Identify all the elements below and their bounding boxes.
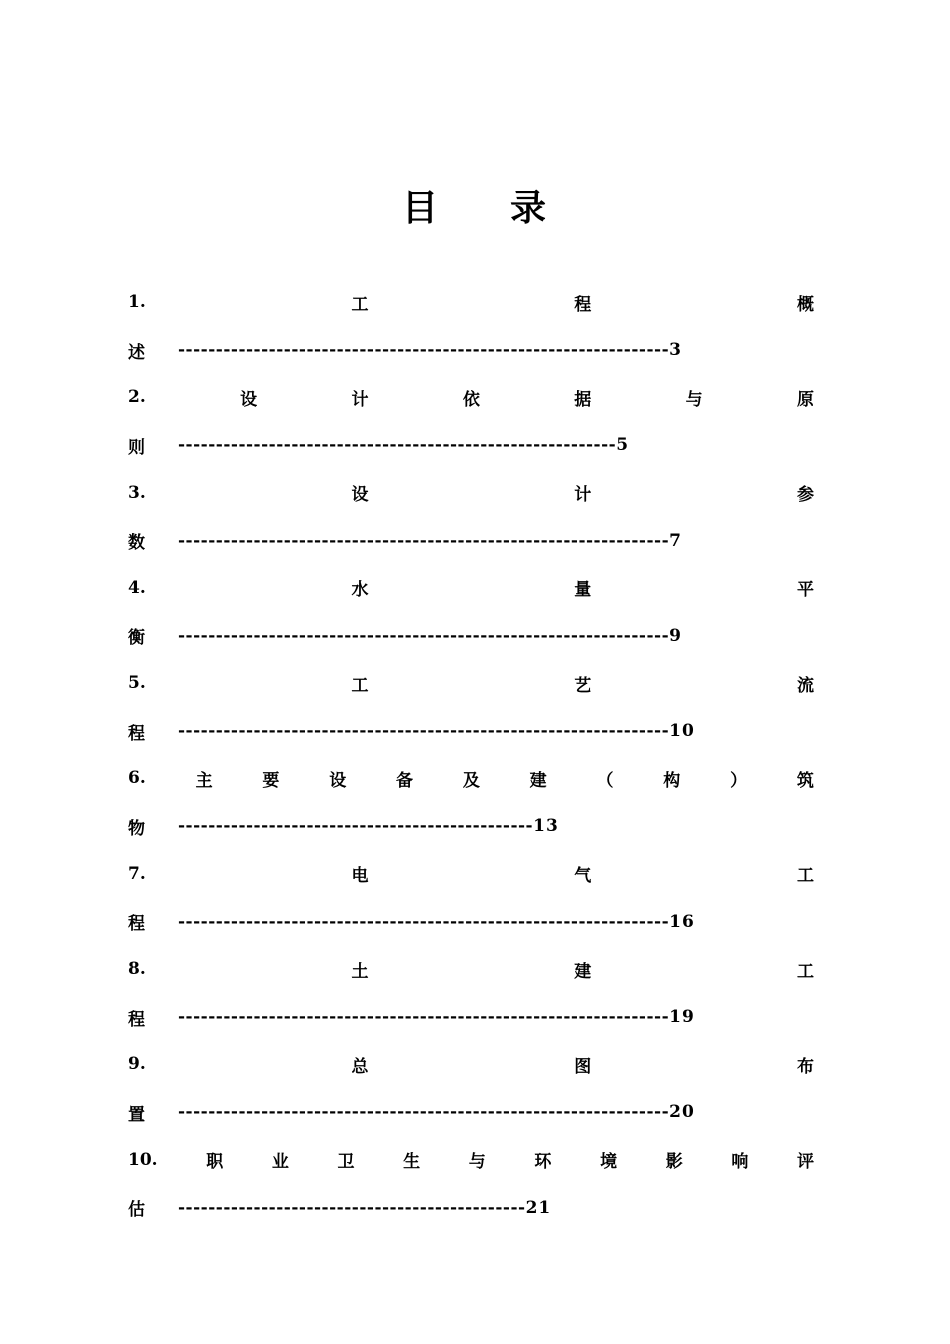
toc-entry-dot-leader: ---------------------------------------------- [178, 1197, 526, 1218]
toc-entry-leader-line [128, 707, 814, 755]
toc-entry-page-number: 21 [525, 1197, 552, 1218]
toc-entry-leader-line [128, 421, 814, 469]
toc-entry-number: 10. [128, 1149, 158, 1170]
toc-entry[interactable] [128, 754, 814, 849]
toc-entry-title-char: 水 [351, 580, 369, 601]
toc-entry-title-char: 总 [351, 1056, 369, 1077]
toc-entry-title-char: 要 [262, 770, 280, 791]
toc-entry-heading-line [128, 1136, 814, 1184]
toc-entry[interactable] [128, 1040, 814, 1135]
toc-entry-title-char: 卫 [337, 1152, 355, 1173]
toc-entry-dot-leader: ----------------------------------------------------------------- [178, 340, 670, 360]
toc-entry-title-last-char: 程 [128, 1009, 145, 1030]
toc-entry-title-char: 境 [600, 1152, 618, 1173]
toc-entry-title-char: 工 [797, 866, 814, 887]
toc-entry-title-char: 工 [797, 961, 814, 982]
toc-entry-page-number: 13 [533, 816, 559, 837]
toc-entry-title-char: 工 [351, 675, 369, 696]
toc-entry-title-char: 计 [351, 389, 369, 410]
toc-entry-title-char: 工 [351, 294, 369, 315]
toc-entry-title-char: （ [596, 770, 614, 791]
toc-entry-heading-line [128, 1040, 814, 1088]
toc-entry-title-last-char: 物 [128, 818, 145, 839]
toc-entry-title-char: 图 [574, 1056, 592, 1077]
toc-entry-number: 4. [128, 577, 146, 598]
toc-entry-title-char: 流 [797, 675, 814, 696]
toc-entry-title-char: 建 [574, 961, 592, 982]
toc-entry-page-number: 5 [616, 435, 630, 456]
toc-entry-title-char: 概 [797, 294, 814, 315]
toc-entry-title-last-char: 述 [128, 342, 145, 363]
toc-entry-title-char: 量 [574, 580, 592, 601]
toc-entry-page-number: 10 [669, 721, 695, 742]
toc-entry-title-char: 设 [240, 389, 258, 410]
toc-entry-dot-leader: ---------------------------------------------------------- [178, 435, 617, 456]
toc-entry-leader-line [128, 612, 814, 660]
toc-entry-title-char: 环 [534, 1152, 552, 1173]
toc-entry-leader-line [128, 993, 814, 1041]
toc-entry-heading-line [128, 564, 814, 612]
toc-entry-title-char: 响 [731, 1152, 749, 1173]
toc-entry-number: 5. [128, 673, 146, 694]
toc-entry-title-last-char: 程 [128, 723, 145, 744]
toc-entry-title-char: 原 [797, 389, 814, 410]
toc-entry-number: 8. [128, 959, 146, 980]
toc-entry[interactable] [128, 469, 814, 564]
toc-entry-heading-line [128, 469, 814, 517]
toc-entry-title-last-char: 置 [128, 1104, 145, 1125]
page-title [0, 184, 950, 232]
toc-entry-title-char: 建 [529, 770, 547, 791]
toc-entry-dot-leader: ----------------------------------------------- [178, 816, 534, 837]
toc-entry-title-char: 设 [329, 770, 347, 791]
toc-entry-title-char: 平 [797, 580, 814, 601]
toc-entry-dot-leader: ----------------------------------------------------------------- [178, 530, 670, 551]
toc-entry-number: 6. [128, 768, 146, 789]
toc-entry[interactable] [128, 373, 814, 468]
toc-entry[interactable] [128, 850, 814, 945]
toc-entry-page-number: 19 [669, 1007, 695, 1028]
toc-entry-number: 1. [128, 292, 146, 312]
toc-entry-title-last-char: 估 [128, 1200, 145, 1221]
toc-entry[interactable] [128, 945, 814, 1040]
toc-entry[interactable] [128, 1136, 814, 1231]
toc-entry-number: 7. [128, 863, 146, 884]
title-char-1: 目 [401, 187, 440, 229]
toc-entry-title-char: 业 [271, 1152, 289, 1173]
toc-entry-title-char: 与 [468, 1152, 486, 1173]
toc-entry-number: 9. [128, 1054, 146, 1075]
toc-entry-heading-line [128, 373, 814, 421]
toc-entry-page-number: 7 [669, 530, 682, 551]
toc-entry-title-last-char: 程 [128, 914, 145, 935]
toc-entry-page-number: 20 [669, 1102, 695, 1123]
title-char-2: 录 [510, 187, 549, 229]
toc-entry-dot-leader: ----------------------------------------------------------------- [178, 625, 670, 646]
toc-entry[interactable] [128, 278, 814, 373]
toc-entry-title-char: 筑 [796, 770, 814, 791]
table-of-contents [128, 278, 814, 1231]
toc-entry-heading-line [128, 278, 814, 326]
toc-entry-leader-line [128, 1088, 814, 1136]
toc-entry-title-char: 职 [206, 1152, 224, 1173]
toc-entry[interactable] [128, 659, 814, 754]
toc-entry-dot-leader: ----------------------------------------------------------------- [178, 1102, 670, 1123]
toc-entry-number: 2. [128, 387, 146, 408]
toc-entry-title-char: 构 [663, 770, 681, 791]
toc-entry-title-last-char: 衡 [128, 628, 145, 649]
toc-entry-title-char: 土 [351, 961, 369, 982]
toc-entry-title-char: 气 [574, 866, 592, 887]
toc-entry-leader-line [128, 1184, 814, 1232]
toc-entry-title-char: 生 [403, 1152, 421, 1173]
toc-entry-heading-line [128, 659, 814, 707]
toc-entry-leader-line [128, 802, 814, 850]
toc-entry-leader-line [128, 326, 814, 374]
toc-entry-title-char: 电 [351, 866, 369, 887]
toc-entry-dot-leader: ----------------------------------------------------------------- [178, 911, 670, 932]
toc-entry-heading-line [128, 945, 814, 993]
toc-entry-title-char: 据 [574, 389, 592, 410]
toc-entry-title-char: 评 [796, 1152, 814, 1173]
toc-entry-title-char: 设 [351, 485, 369, 506]
toc-entry-leader-line [128, 898, 814, 946]
toc-entry-leader-line [128, 517, 814, 565]
toc-entry-title-char: 计 [574, 485, 592, 506]
toc-entry-title-char: 依 [462, 389, 480, 410]
toc-entry-title-char: 程 [574, 294, 592, 315]
toc-entry-title-char: 艺 [574, 675, 592, 696]
toc-entry-title-char: 及 [462, 770, 480, 791]
toc-entry-page-number: 3 [669, 340, 682, 360]
toc-entry-number: 3. [128, 482, 146, 503]
toc-entry-page-number: 9 [669, 625, 682, 646]
toc-entry-title-char: 参 [797, 485, 814, 506]
toc-entry-title-last-char: 则 [128, 437, 145, 458]
toc-entry-title-char: 布 [797, 1056, 814, 1077]
toc-entry-title-char: 备 [396, 770, 413, 791]
toc-entry-title-char: 与 [685, 389, 703, 410]
toc-entry-title-char: 影 [665, 1152, 683, 1173]
toc-entry-dot-leader: ----------------------------------------------------------------- [178, 721, 670, 742]
toc-entry-title-char: 主 [195, 770, 213, 791]
toc-entry-page-number: 16 [669, 911, 695, 932]
toc-entry[interactable] [128, 564, 814, 659]
toc-entry-title-last-char: 数 [128, 533, 145, 554]
toc-entry-title-char: ） [730, 770, 748, 791]
toc-entry-heading-line [128, 754, 814, 802]
toc-entry-heading-line [128, 850, 814, 898]
toc-entry-dot-leader: ----------------------------------------------------------------- [178, 1007, 670, 1028]
